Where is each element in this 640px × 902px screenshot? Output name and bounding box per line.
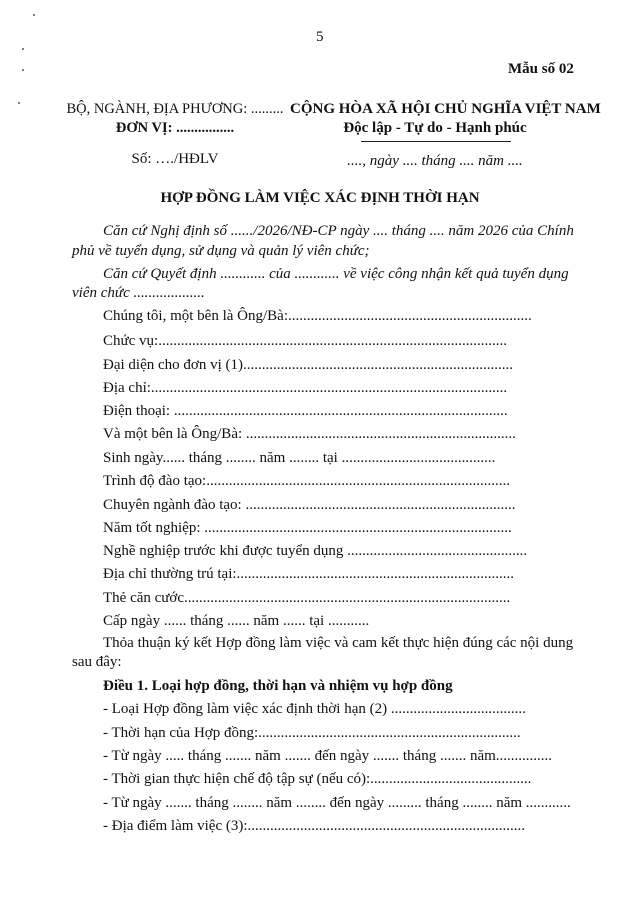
agreement-line2: sau đây: — [72, 654, 122, 670]
article-1-item: - Thời hạn của Hợp đồng:...................................................................... — [103, 725, 521, 741]
article-1-item: - Địa điểm làm việc (3):.......................................................................... — [103, 818, 526, 834]
field-phone: Điện thoại: ......................................................................................... — [103, 403, 508, 419]
field-party-a: Chúng tôi, một bên là Ông/Bà:................................................................. — [103, 308, 532, 324]
field-position: Chức vụ:............................................................................................. — [103, 333, 507, 349]
page-number: 5 — [316, 29, 324, 45]
scan-speck — [18, 102, 20, 104]
article-1-item: - Thời gian thực hiện chế độ tập sự (nếu có):........................................... — [103, 771, 532, 787]
field-graduation-year: Năm tốt nghiệp: .................................................................................. — [103, 520, 512, 536]
article-1-item: - Từ ngày ..... tháng ....... năm ....... đến ngày ....... tháng ....... năm............... — [103, 748, 553, 764]
doc-number: Số: …./HĐLV — [131, 151, 219, 167]
motto: Độc lập - Tự do - Hạnh phúc — [343, 120, 527, 136]
agreement-line1: Thỏa thuận ký kết Hợp đồng làm việc và cam kết thực hiện đúng các nội dung — [103, 635, 574, 651]
basis-decree-line1: Căn cứ Nghị định số ....../2026/NĐ-CP ngày .... tháng .... năm 2026 của Chính — [103, 223, 574, 239]
scan-speck — [33, 14, 35, 16]
ministry-line: BỘ, NGÀNH, ĐỊA PHƯƠNG: ......... — [66, 101, 284, 117]
article-1-item: - Từ ngày ....... tháng ........ năm ........ đến ngày ......... tháng ........ năm ............ — [103, 795, 571, 811]
field-major: Chuyên ngành đào tạo: ........................................................................ — [103, 497, 516, 513]
basis-decision-line2: viên chức ................... — [72, 285, 205, 301]
document-title: HỢP ĐỒNG LÀM VIỆC XÁC ĐỊNH THỜI HẠN — [160, 190, 480, 206]
field-representative: Đại diện cho đơn vị (1)........................................................................ — [103, 357, 513, 373]
basis-decree-line2: phủ về tuyển dụng, sử dụng và quản lý viên chức; — [72, 243, 370, 259]
field-party-b: Và một bên là Ông/Bà: ........................................................................ — [103, 426, 516, 442]
country-name: CỘNG HÒA XÃ HỘI CHỦ NGHĨA VIỆT NAM — [290, 101, 601, 117]
date-line: ...., ngày .... tháng .... năm .... — [347, 153, 523, 169]
basis-decision-line1: Căn cứ Quyết định ............ của ............ về việc công nhận kết quả tuyển dụng — [103, 266, 569, 282]
unit-line: ĐƠN VỊ: ................ — [115, 120, 235, 136]
motto-underline — [361, 141, 511, 142]
article-1-heading: Điều 1. Loại hợp đồng, thời hạn và nhiệm vụ hợp đồng — [103, 678, 453, 694]
field-birth: Sinh ngày...... tháng ........ năm ........ tại ......................................... — [103, 450, 496, 466]
scan-speck — [22, 69, 24, 71]
field-previous-job: Nghề nghiệp trước khi được tuyển dụng ................................................ — [103, 543, 528, 559]
field-id-card: Thẻ căn cước....................................................................................... — [103, 590, 511, 606]
article-1-item: - Loại Hợp đồng làm việc xác định thời hạn (2) .................................... — [103, 701, 526, 717]
field-issue-date: Cấp ngày ...... tháng ...... năm ...... tại ........... — [103, 613, 370, 629]
field-permanent-address: Địa chỉ thường trú tại:.......................................................................... — [103, 566, 515, 582]
scan-speck — [22, 48, 24, 50]
form-code: Mẫu số 02 — [508, 61, 574, 77]
field-address: Địa chỉ:............................................................................................... — [103, 380, 508, 396]
field-education: Trình độ đào tạo:................................................................................. — [103, 473, 510, 489]
